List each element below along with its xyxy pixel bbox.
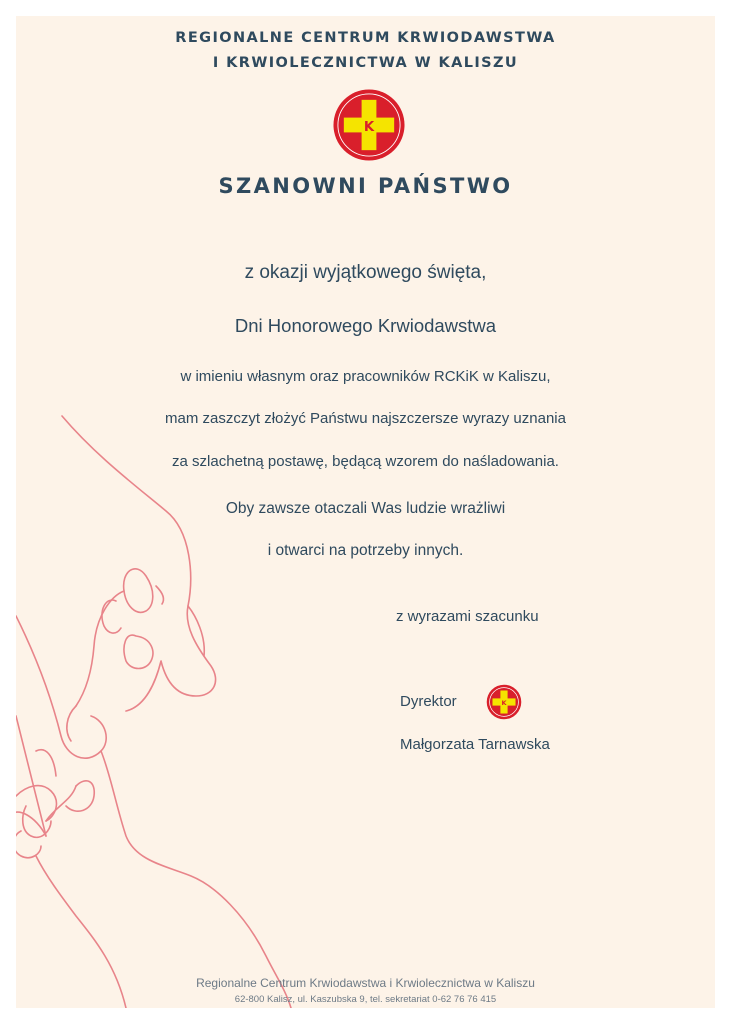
header-line-1: REGIONALNE CENTRUM KRWIODAWSTWA	[175, 30, 556, 46]
body-line-6: Oby zawsze otaczali Was ludzie wrażliwi	[225, 500, 506, 517]
body-line-1: z okazji wyjątkowego święta,	[244, 262, 487, 283]
body-line-2: Dni Honorowego Krwiodawstwa	[234, 315, 497, 336]
signature-name: Małgorzata Tarnawska	[400, 736, 550, 753]
header-line-2: I KRWIOLECZNICTWA W KALISZU	[212, 55, 519, 71]
footer-institution: Regionalne Centrum Krwiodawstwa i Krwiolecznictwa w Kaliszu	[196, 976, 535, 990]
footer-address: 62-800 Kalisz, ul. Kaszubska 9, tel. sekretariat 0-62 76 76 415	[234, 994, 497, 1005]
institution-header	[16, 26, 715, 76]
body-line-5: za szlachetną postawę, będącą wzorem do naśladowania.	[172, 453, 559, 470]
rckik-stamp-icon	[486, 684, 522, 720]
page-title: SZANOWNI PAŃSTWO	[218, 174, 513, 198]
rckik-logo-icon	[332, 88, 406, 162]
closing-text: z wyrazami szacunku	[396, 608, 539, 625]
letter-page	[16, 16, 715, 1008]
body-line-7: i otwarci na potrzeby innych.	[267, 542, 464, 559]
body-line-3: w imieniu własnym oraz pracowników RCKiK w Kaliszu,	[180, 368, 551, 385]
svg-text:K: K	[363, 119, 375, 135]
body-line-4: mam zaszczyt złożyć Państwu najszczersze wyrazy uznania	[165, 410, 566, 427]
signature-role: Dyrektor	[400, 693, 457, 710]
svg-text:K: K	[501, 698, 507, 707]
